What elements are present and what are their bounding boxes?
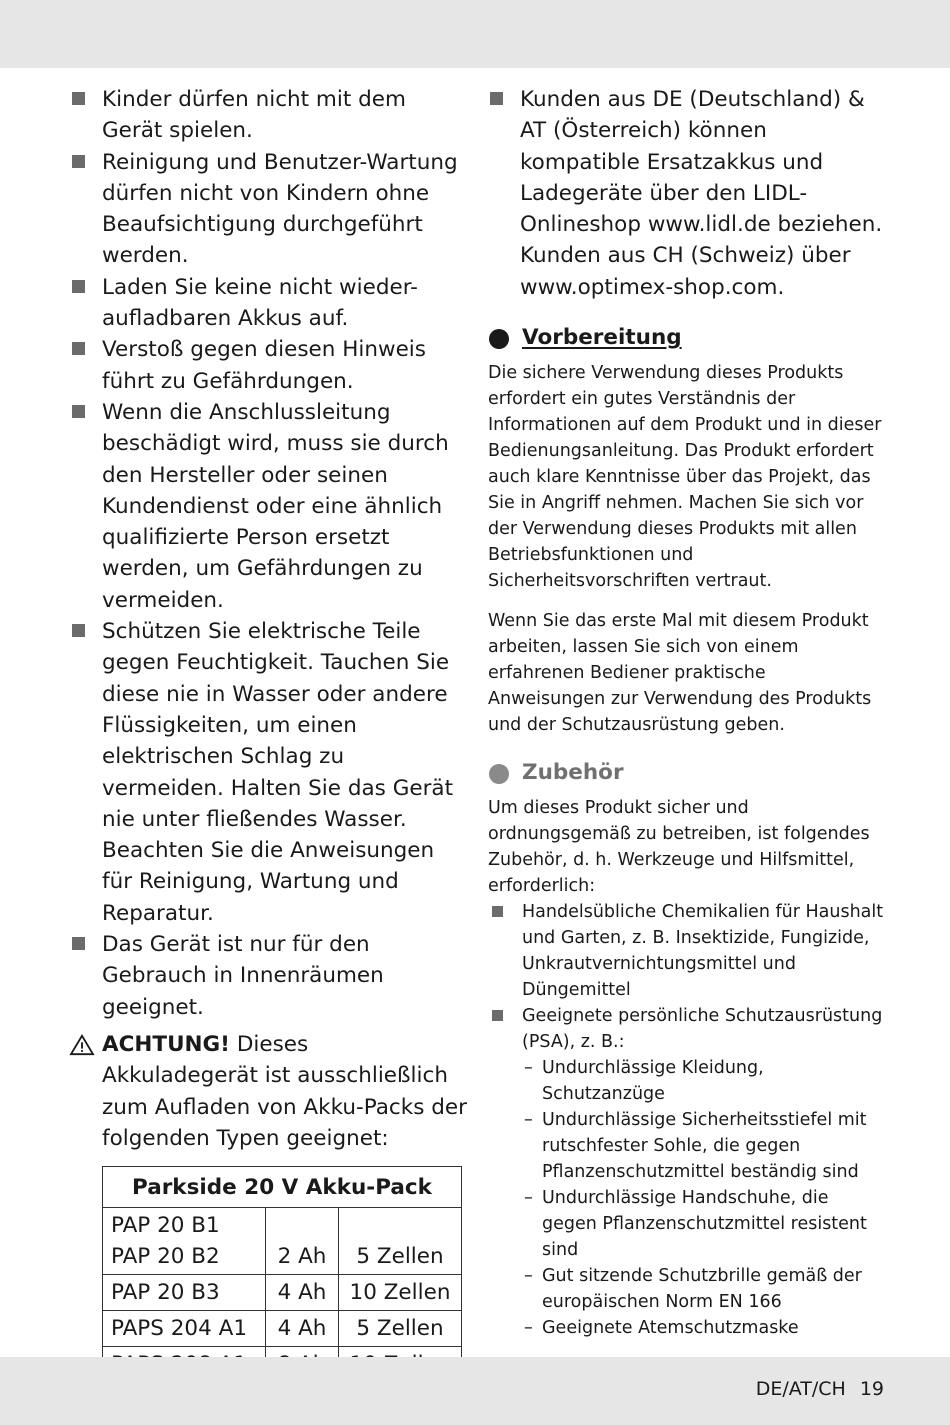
- list-item: Das Gerät ist nur für den Gebrauch in Innenräumen geeignet.: [70, 929, 470, 1023]
- section-heading-vorbereitung: Vorbereitung: [488, 325, 888, 350]
- safety-list: [70, 84, 470, 1023]
- dash-bullet-icon: –: [524, 1266, 533, 1287]
- square-bullet-icon: [492, 906, 503, 917]
- square-bullet-icon: [72, 92, 85, 105]
- dash-bullet-icon: –: [524, 1058, 533, 1079]
- battery-table: [102, 1166, 462, 1383]
- square-bullet-icon: [72, 342, 85, 355]
- table-cell-model: PAP 20 B1 PAP 20 B2: [103, 1208, 266, 1275]
- table-row: [103, 1208, 462, 1275]
- page-footer: [756, 1378, 884, 1400]
- left-column: [70, 84, 470, 1383]
- sub-list-item: – Undurchlässige Kleidung, Schutzanzüge: [522, 1055, 888, 1107]
- square-bullet-icon: [72, 624, 85, 637]
- sub-list-item: – Undurchlässige Handschuhe, die gegen Pflanzenschutzmittel resistent sind: [522, 1185, 888, 1263]
- top-band: [0, 0, 950, 68]
- region-label: DE/AT/CH: [755, 1378, 846, 1400]
- paragraph: Die sichere Verwendung dieses Produkts erfordert ein gutes Verständnis der Informationen auf dem Produkt und in dieser Bedienungsanleitung. Das Produkt erfordert auch klare Kenntnisse über das Projekt, das Sie in Angriff nehmen. Machen Sie sich vor der Verwendung dieses Produkts mit allen Betriebsfunktionen und Sicherheitsvorschriften vertraut.: [488, 363, 882, 592]
- square-bullet-icon: [72, 280, 85, 293]
- list-item: Reinigung und Benutzer-Wartung dürfen nicht von Kindern ohne Beaufsichtigung durchgeführt werden.: [70, 147, 470, 272]
- sub-list-item: – Geeignete Atemschutzmaske: [522, 1315, 888, 1341]
- section-heading-zubehoer: Zubehör: [488, 760, 888, 785]
- warning-label: ACHTUNG!: [102, 1031, 230, 1057]
- shop-info-list: [488, 84, 888, 303]
- square-bullet-icon: [492, 1010, 503, 1021]
- list-item: Kunden aus DE (Deutschland) & AT (Österreich) können kompatible Ersatzakkus und Ladegeräte über den LIDL-Onlineshop www.lidl.de beziehen. Kunden aus CH (Schweiz) über www.optimex-shop.com.: [488, 84, 888, 303]
- sub-list: [522, 1055, 888, 1341]
- dash-bullet-icon: –: [524, 1110, 533, 1131]
- sub-list-item: – Gut sitzende Schutzbrille gemäß der europäischen Norm EN 166: [522, 1263, 888, 1315]
- table-cell-capacity: 4 Ah: [266, 1275, 339, 1311]
- table-cell-capacity: 4 Ah: [266, 1311, 339, 1347]
- table-row: [103, 1275, 462, 1311]
- square-bullet-icon: [490, 92, 503, 105]
- square-bullet-icon: [72, 155, 85, 168]
- warning-notice: [70, 1029, 470, 1154]
- table-cell-cells: 5 Zellen: [339, 1208, 462, 1275]
- table-cell-cells: 10 Zellen: [339, 1275, 462, 1311]
- right-column: [488, 84, 888, 1341]
- list-item: Wenn die Anschlussleitung beschädigt wird, muss sie durch den Hersteller oder seinen Kundendienst oder eine ähnlich qualifizierte Person ersetzt werden, um Gefährdungen zu vermeiden.: [70, 397, 470, 616]
- dash-bullet-icon: –: [524, 1318, 533, 1339]
- list-item: Kinder dürfen nicht mit dem Gerät spielen.: [70, 84, 470, 147]
- list-item: Schützen Sie elektrische Teile gegen Feuchtigkeit. Tauchen Sie diese nie in Wasser oder andere Flüssigkeiten, um einen elektrischen Schlag zu vermeiden. Halten Sie das Gerät nie unter fließendes Wasser. Beachten Sie die Anweisungen für Reinigung, Wartung und Reparatur.: [70, 616, 470, 929]
- square-bullet-icon: [72, 405, 85, 418]
- warning-text: Dieses Akkuladegerät ist ausschließlich zum Aufladen von Akku-Packs der folgenden Typen geeignet:: [102, 1031, 467, 1151]
- list-item: Handelsübliche Chemikalien für Haushalt und Garten, z. B. Insektizide, Fungizide, Unkrautvernichtungsmittel und Düngemittel: [488, 899, 888, 1003]
- circle-bullet-icon: [489, 329, 509, 349]
- table-row: [103, 1311, 462, 1347]
- table-header: Parkside 20 V Akku-Pack: [103, 1167, 462, 1208]
- table-cell-cells: 5 Zellen: [339, 1311, 462, 1347]
- table-header-row: [103, 1167, 462, 1208]
- paragraph: Wenn Sie das erste Mal mit diesem Produkt arbeiten, lassen Sie sich von einem erfahrenen Bediener praktische Anweisungen zur Verwendung des Produkts und der Schutzausrüstung geben.: [488, 611, 872, 736]
- sub-list-item: – Undurchlässige Sicherheitsstiefel mit rutschfester Sohle, die gegen Pflanzenschutzmittel beständig sind: [522, 1107, 888, 1185]
- square-bullet-icon: [72, 937, 85, 950]
- paragraph: Um dieses Produkt sicher und ordnungsgemäß zu betreiben, ist folgendes Zubehör, d. h. Werkzeuge und Hilfsmittel, erforderlich:: [488, 798, 870, 897]
- warning-triangle-icon: [68, 1034, 96, 1056]
- list-item: Laden Sie keine nicht wieder-aufladbaren Akkus auf.: [70, 272, 470, 335]
- table-cell-model: PAP 20 B3: [103, 1275, 266, 1311]
- dash-bullet-icon: –: [524, 1188, 533, 1209]
- circle-bullet-icon: [489, 764, 509, 784]
- list-item: Geeignete persönliche Schutzausrüstung (PSA), z. B.: – Undurchlässige Kleidung, Schutzanzüge – Undurchlässige Sicherheitsstiefel mit rutschfester Sohle, die gegen Pflanzenschutzmittel beständig sind – Undurchlässige Handschuhe, die gegen Pflanzenschutzmittel resistent sind – Gut sitzende Schutzbrille gemäß der europäischen Norm EN 166 – Geeignete Atemschutzmaske: [488, 1003, 888, 1341]
- page-number: 19: [859, 1378, 884, 1400]
- table-cell-model: PAPS 204 A1: [103, 1311, 266, 1347]
- table-cell-capacity: 2 Ah: [266, 1208, 339, 1275]
- accessory-list: [488, 899, 888, 1341]
- list-item: Verstoß gegen diesen Hinweis führt zu Gefährdungen.: [70, 334, 470, 397]
